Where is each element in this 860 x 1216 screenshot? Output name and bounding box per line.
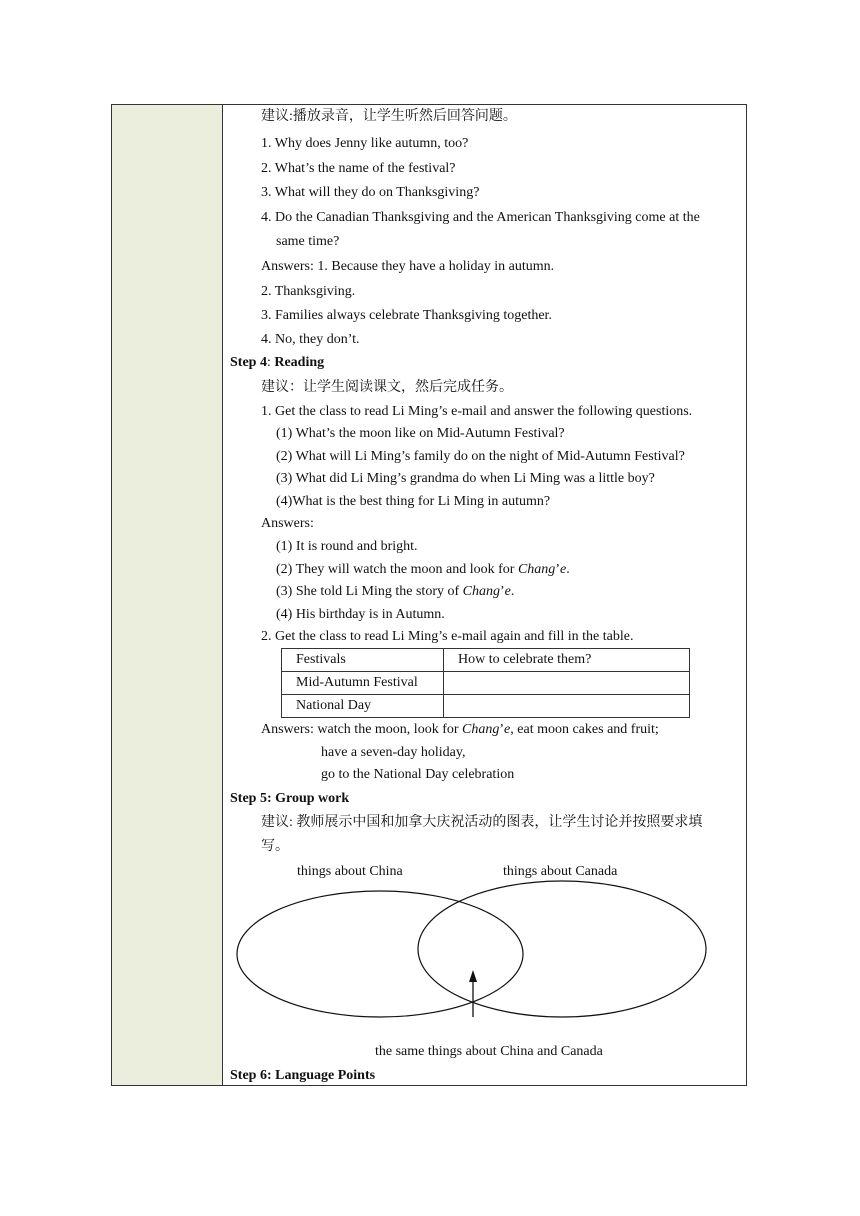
name-italic: Chang [517, 562, 556, 577]
step5-suggestion: 建议: 教师展示中国和加拿大庆祝活动的图表，让学生讨论并按照要求填 [261, 815, 703, 830]
venn-label-same: the same things about China and Canada [375, 1044, 603, 1059]
table-header-cell: How to celebrate them? [444, 649, 690, 672]
step3-suggestion: 建议:播放录音，让学生听然后回答问题。 [261, 109, 517, 124]
step3-answer: 3. Families always celebrate Thanksgiving together. [261, 308, 552, 323]
step4-answer: (4) His birthday is in Autumn. [276, 607, 445, 622]
name-apostrophe: ’ [499, 722, 505, 737]
step3-answer: 2. Thanksgiving. [261, 284, 356, 299]
table-cell: Mid-Autumn Festival [282, 672, 444, 695]
name-italic: e [504, 584, 511, 599]
name-italic: Chang [462, 584, 500, 599]
step4-task2: 2. Get the class to read Li Ming’s e-mail again and fill in the table. [261, 629, 634, 644]
step3-question: 1. Why does Jenny like autumn, too? [261, 136, 469, 151]
arrow-up-icon [469, 970, 477, 982]
step4-question: (1) What’s the moon like on Mid-Autumn Festival? [276, 426, 565, 441]
venn-label-china: things about China [297, 864, 403, 879]
step5-suggestion-cont: 写。 [261, 839, 289, 854]
step4-question: (2) What will Li Ming’s family do on the night of Mid-Autumn Festival? [276, 449, 685, 464]
answer-text: Answers: watch the moon, look for [261, 722, 463, 737]
step4-question: (4)What is the best thing for Li Ming in autumn? [276, 494, 551, 509]
period: . [510, 584, 515, 599]
name-apostrophe: ’ [555, 562, 560, 577]
step4-answer: (1) It is round and bright. [276, 539, 418, 554]
name-italic: e [559, 562, 567, 577]
name-italic: e [504, 722, 511, 737]
step4-answers-label: Answers: [261, 516, 314, 531]
answer-text: (3) She told Li Ming the story of [276, 584, 463, 599]
step4-question: (3) What did Li Ming’s grandma do when Li Ming was a little boy? [276, 471, 655, 486]
table-answers-line: have a seven-day holiday, [321, 745, 466, 760]
step3-answer: Answers: 1. Because they have a holiday in autumn. [261, 259, 555, 274]
name-apostrophe: ’ [500, 584, 505, 599]
step6-heading: Step 6: Language Points [230, 1068, 376, 1083]
table-header-cell: Festivals [282, 649, 444, 672]
step4-title-rest: Reading [274, 355, 325, 370]
step3-answer: 4. No, they don’t. [261, 332, 360, 347]
period: . [566, 562, 570, 577]
step4-title-bold: Step 4 [230, 355, 267, 370]
step4-title-sep: : [266, 355, 275, 370]
answer-text: , eat moon cakes and fruit; [510, 722, 659, 737]
step3-question: 3. What will they do on Thanksgiving? [261, 185, 480, 200]
step3-question-cont: same time? [276, 234, 340, 249]
step3-question: 2. What’s the name of the festival? [261, 161, 456, 176]
step4-suggestion: 建议：让学生阅读课文，然后完成任务。 [261, 380, 513, 395]
table-answers-line: go to the National Day celebration [321, 767, 515, 782]
table-cell: National Day [282, 695, 444, 718]
answer-text: (2) They will watch the moon and look for [276, 562, 518, 577]
venn-circle-china [237, 891, 523, 1017]
step4-task1: 1. Get the class to read Li Ming’s e-mail and answer the following questions. [261, 404, 693, 419]
step5-heading: Step 5: Group work [230, 791, 350, 806]
step3-question: 4. Do the Canadian Thanksgiving and the American Thanksgiving come at the [261, 210, 700, 225]
venn-label-canada: things about Canada [503, 864, 618, 879]
name-italic: Chang [462, 722, 500, 737]
